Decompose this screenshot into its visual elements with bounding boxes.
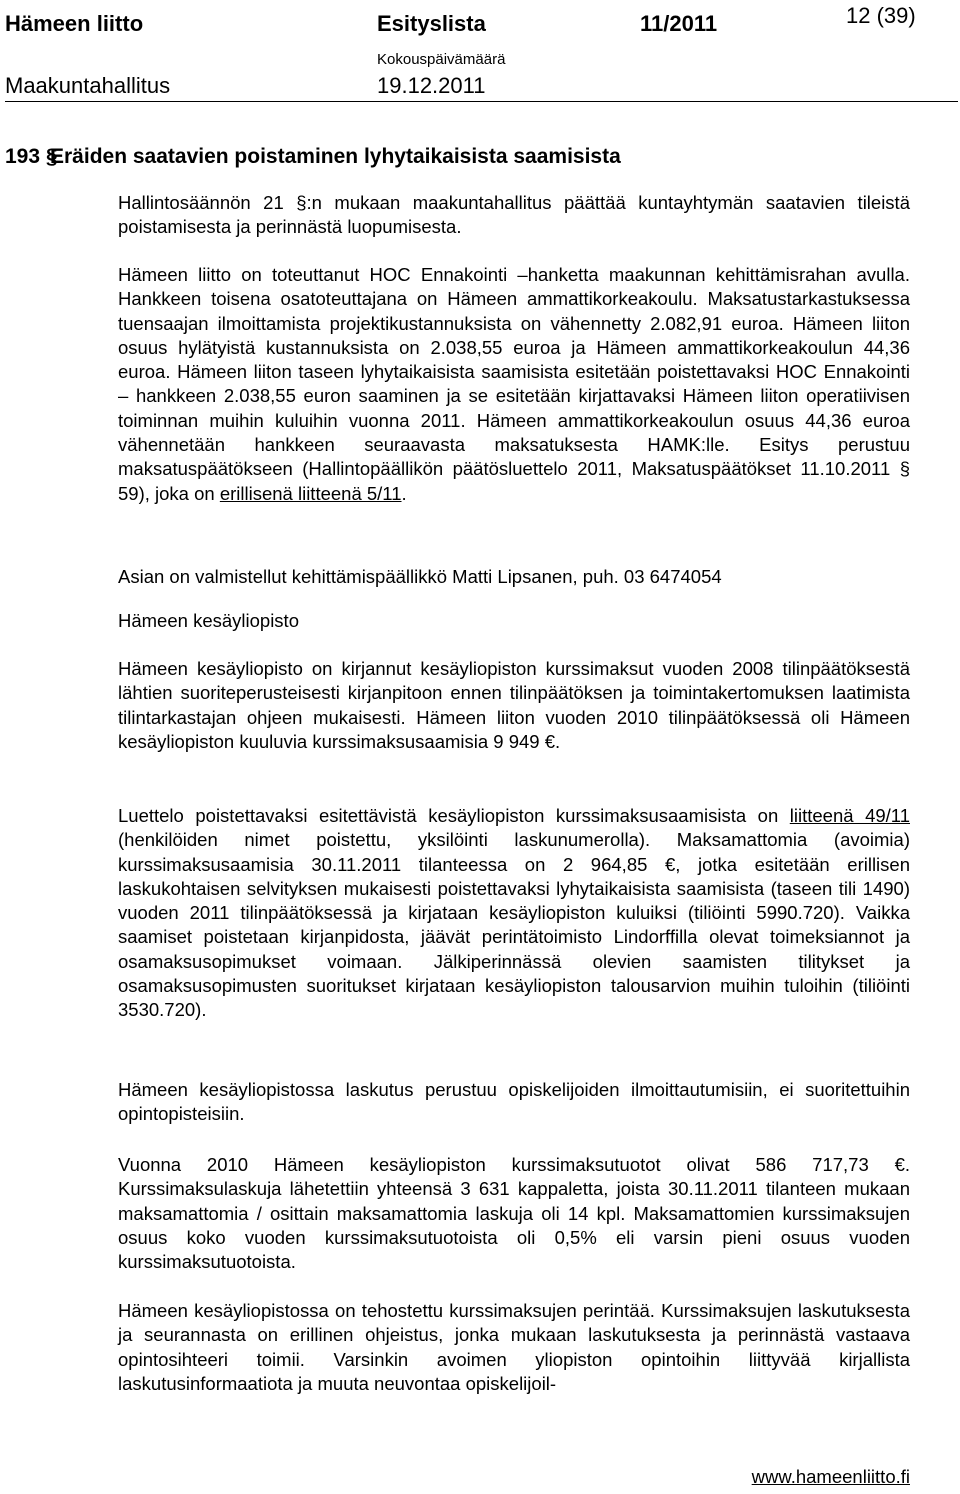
paragraph-5 — [118, 804, 910, 1023]
paragraph-4 — [118, 657, 910, 754]
footer-website-link[interactable]: www.hameenliitto.fi — [751, 1466, 910, 1487]
header-body-name: Maakuntahallitus — [5, 73, 171, 98]
header-divider — [5, 101, 958, 102]
header-page-number: 12 (39) — [846, 3, 916, 28]
paragraph-text: Luettelo poistettavaksi esitettävistä kesäyliopiston kurssimaksusaamisista on — [118, 805, 790, 826]
header-doc-type: Esityslista — [377, 11, 486, 36]
header-doc-number: 11/2011 — [640, 11, 718, 36]
paragraph-text: Hämeen kesäyliopisto on kirjannut kesäyliopiston kurssimaksut vuoden 2008 tilinpäätöksestä lähtien suoriteperusteisesti kirjanpitoon ennen tilinpäätöksen ja toimintakertomuksen laatimista tilintarkastajan ohjeen mukaisesti. Hämeen liiton vuoden 2010 tilinpäätöksessä oli Hämeen kesäyliopiston kuuluvia kurssimaksusaamisia 9 949 €. — [118, 658, 910, 752]
paragraph-8 — [118, 1299, 910, 1396]
paragraph-end: . — [401, 482, 407, 504]
paragraph-text: Hallintosäännön 21 §:n mukaan maakuntahallitus päättää kuntayhtymän saatavien tileistä poistamisesta ja perinnästä luopumisesta. — [118, 192, 910, 238]
subheading-block — [118, 609, 910, 633]
paragraph-7 — [118, 1153, 910, 1274]
paragraph-text: Hämeen kesäyliopistossa on tehostettu kurssimaksujen perintää. Kurssimaksujen laskutuksesta ja seurannasta on erillinen ohjeistus, jonka mukaan laskutuksesta ja perinnästä vastaava opintosihteeri toimii. Varsinkin avoimen yliopiston opintoihin liittyvää kirjallista laskutusinformaatiota ja muuta neuvontaa opiskelijoil- — [118, 1300, 910, 1394]
section-number: 193 § — [5, 145, 58, 168]
preparer-line: Asian on valmistellut kehittämispäällikkö Matti Lipsanen, puh. 03 6474054 — [118, 566, 722, 587]
header-meeting-date: 19.12.2011 — [377, 73, 486, 98]
paragraph-text: Hämeen kesäyliopistossa laskutus perustuu opiskelijoiden ilmoittautumisiin, ei suoritettuihin opintopisteisiin. — [118, 1079, 910, 1125]
subheading: Hämeen kesäyliopisto — [118, 610, 299, 631]
paragraph-text-cont: (henkilöiden nimet poistettu, yksilöinti laskunumerolla). Maksamattomia (avoimia) kurssimaksusaamisia 30.11.2011 tilanteessa on 2 964,85 €, jotka esitetään erillisen laskukohtaisen selvityksen mukaisesti poistettavaksi lyhytaikaisista saamisista (taseen tili 1490) vuoden 2011 tilinpäätöksessä ja kirjataan kesäyliopiston kuluiksi (tiliöinti 5990.720). Vaikka saamiset poistetaan kirjanpidosta, jäävät perintätoimisto Lindorffilla olevat toimeksiannot ja osamaksusopimukset voimaan. Jälkiperinnässä olevien saamisten tilitykset ja osamaksusopimusten suoritukset kirjataan kesäyliopiston talousarvion muihin tuloihin (tiliöinti 3530.720). — [118, 829, 910, 1021]
paragraph-text: Vuonna 2010 Hämeen kesäyliopiston kurssimaksutuotot olivat 586 717,73 €. Kurssimaksulaskuja lähetettiin yhteensä 3 631 kappaletta, joista 30.11.2011 tilanteen mukaan maksamattomia / osittain maksamattomia laskuja oli 14 kpl. Maksamattomien kurssimaksujen osuus koko vuoden kurssimaksutuotoista oli 0,5% eli varsin pieni osuus vuoden kurssimaksutuotoista. — [118, 1154, 910, 1273]
header-organization: Hämeen liitto — [5, 11, 144, 36]
paragraph-3 — [118, 565, 910, 589]
header-meeting-date-label: Kokouspäivämäärä — [377, 51, 506, 68]
attachment-link-5-11[interactable]: erillisenä liitteenä 5/11 — [219, 482, 402, 504]
attachment-link-49-11[interactable]: liitteenä 49/11 — [789, 805, 910, 826]
paragraph-1 — [118, 191, 910, 240]
paragraph-6 — [118, 1078, 910, 1127]
section-heading — [5, 145, 621, 169]
paragraph-2 — [118, 263, 910, 506]
paragraph-text: Hämeen liitto on toteuttanut HOC Ennakointi –hanketta maakunnan kehittämisrahan avulla. Hankkeen toisena osatoteuttajana on Hämeen ammattikorkeakoulu. Maksatustarkastuksessa tuensaajan ilmoittamista projektikustannuksista on vähennetty 2.082,91 euroa. Hämeen liiton osuus hylätyistä kustannuksista on 2.038,55 euroa ja Hämeen ammattikorkeakoulun 44,36 euroa. Hämeen liiton taseen lyhytaikaisista saamisista esitetään poistettavaksi HOC Ennakointi – hankkeen 2.038,55 euron saaminen ja se esitetään kirjattavaksi Hämeen liiton operatiivisen toiminnan muihin kuluihin vuonna 2011. Hämeen ammattikorkeakoulun osuus 44,36 euroa vähennetään hankkeen seuraavasta maksatuksesta HAMK:lle. Esitys perustuu maksatuspäätökseen (Hallintopäällikön päätösluettelo 2011, Maksatuspäätökset 11.10.2011 § 59), joka on — [118, 264, 910, 504]
section-title: Eräiden saatavien poistaminen lyhytaikaisista saamisista — [50, 145, 621, 168]
